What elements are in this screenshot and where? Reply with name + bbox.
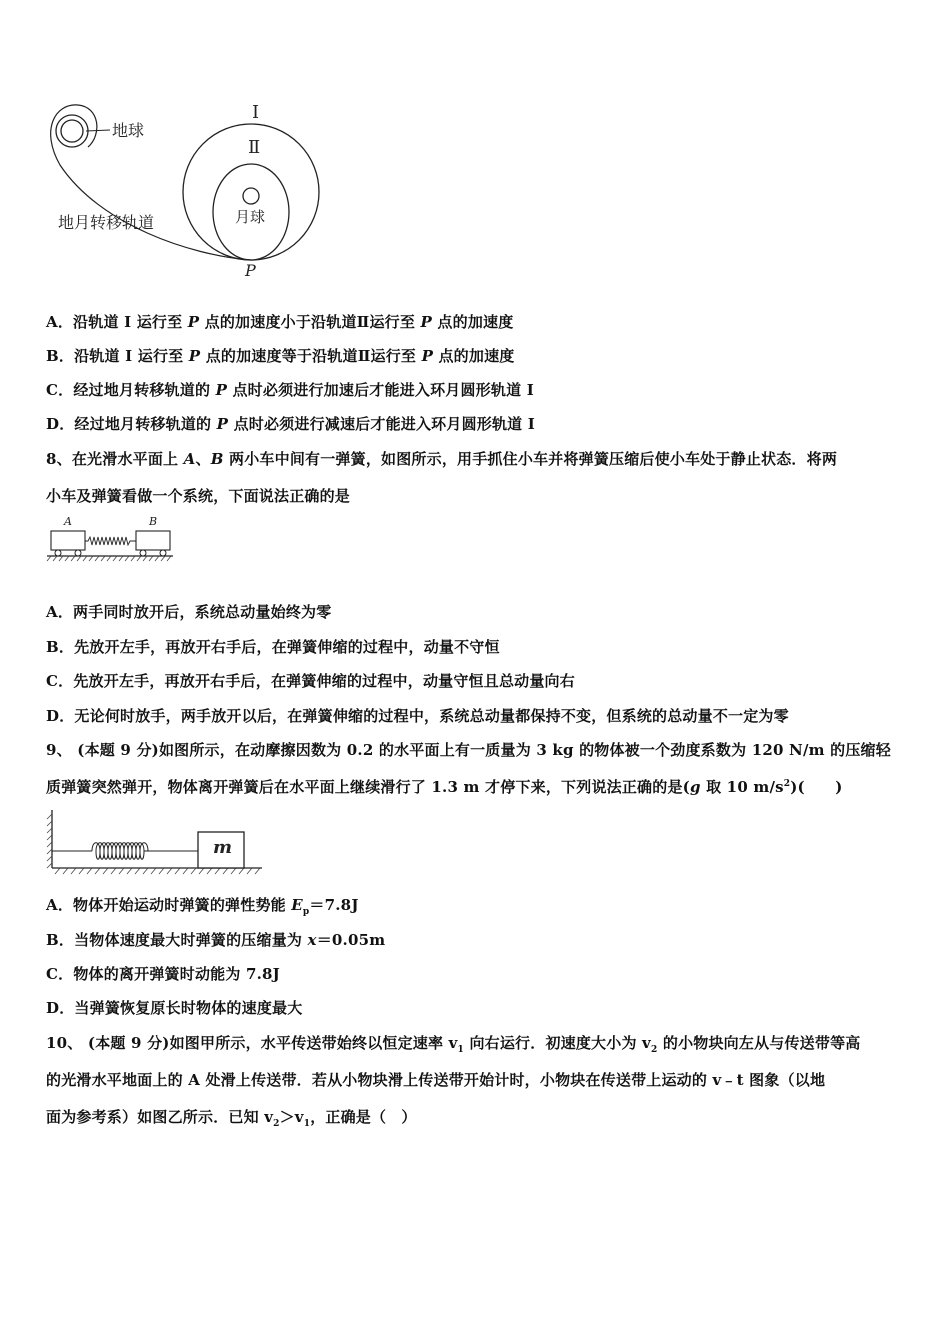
spring <box>85 537 136 545</box>
cart-a-body <box>51 531 85 550</box>
transfer-orbit-label: 地月转移轨道 <box>58 213 155 232</box>
option-letter: B． <box>46 347 75 365</box>
option-letter: D． <box>46 707 75 725</box>
q10-stem-line3: 面为参考系）如图乙所示．已知 $v_2>v_1$，正确是（ ） <box>46 1108 417 1129</box>
q7-option-c[interactable]: C．经过地月转移轨道的 P 点时必须进行加速后才能进入环月圆形轨道 I <box>46 381 534 399</box>
ground-hatch <box>47 556 171 561</box>
cart-a-wheel <box>55 550 61 556</box>
q10-stem-line1: 10、 (本题 9 分)如图甲所示，水平传送带始终以恒定速率 $v_1$ 向右运行．初速度大小为 $v_2$ 的小物块向左从与传送带等高 <box>46 1034 861 1055</box>
spring-block-diagram <box>44 806 268 878</box>
option-letter: A． <box>46 313 74 331</box>
option-letter: C． <box>46 381 74 399</box>
moon-label: 月球 <box>235 208 266 226</box>
option-letter: D． <box>46 999 75 1017</box>
option-letter: A． <box>46 603 74 621</box>
question-number: 9、 <box>46 741 72 759</box>
moon-circle <box>243 188 259 204</box>
option-letter: C． <box>46 965 74 983</box>
cart-a-wheel <box>75 550 81 556</box>
q8-option-c[interactable]: C．先放开左手，再放开右手后，在弹簧伸缩的过程中，动量守恒且总动量向右 <box>46 672 575 690</box>
coil-spring <box>92 843 148 860</box>
cart-b-label: B <box>149 515 158 528</box>
option-letter: B． <box>46 638 75 656</box>
earth-inner-circle <box>61 120 83 142</box>
q9-option-d[interactable]: D．当弹簧恢复原长时物体的速度最大 <box>46 999 303 1017</box>
q8-stem-line2: 小车及弹簧看做一个系统，下面说法正确的是 <box>46 487 351 505</box>
cart-b-wheel <box>160 550 166 556</box>
option-letter: A． <box>46 896 74 914</box>
orbit-2-label: Ⅱ <box>248 137 261 158</box>
mass-label: m <box>213 837 233 858</box>
orbit-diagram <box>40 95 340 295</box>
q7-option-a[interactable]: A．沿轨道 I 运行至 P 点的加速度小于沿轨道Ⅱ运行至 P 点的加速度 <box>46 313 514 331</box>
q7-option-b[interactable]: B．沿轨道 I 运行至 P 点的加速度等于沿轨道Ⅱ运行至 P 点的加速度 <box>46 347 515 365</box>
carts-figure <box>45 515 175 567</box>
q8-option-b[interactable]: B．先放开左手，再放开右手后，在弹簧伸缩的过程中，动量不守恒 <box>46 638 500 656</box>
spring-block-figure <box>44 806 268 878</box>
earth-pointer-line <box>86 130 110 131</box>
q8-option-d[interactable]: D．无论何时放手，两手放开以后，在弹簧伸缩的过程中，系统总动量都保持不变，但系统的总动量不一定为零 <box>46 707 789 725</box>
q7-option-d[interactable]: D．经过地月转移轨道的 P 点时必须进行减速后才能进入环月圆形轨道 I <box>46 415 536 433</box>
orbit-figure <box>40 95 340 295</box>
option-letter: B． <box>46 931 75 949</box>
cart-a-label: A <box>64 515 72 528</box>
cart-b-body <box>136 531 170 550</box>
question-number: 10、 <box>46 1034 83 1052</box>
q8-stem-line1: 8、在光滑水平面上 A、B 两小车中间有一弹簧，如图所示，用手抓住小车并将弹簧压缩后使小车处于静止状态．将两 <box>46 450 838 468</box>
question-number: 8、 <box>46 450 72 468</box>
transfer-trajectory <box>51 105 250 260</box>
q9-option-c[interactable]: C．物体的离开弹簧时动能为 7.8J <box>46 965 280 983</box>
wall-hatch <box>47 814 52 868</box>
orbit-1-label: Ⅰ <box>252 102 260 123</box>
q9-stem-line2: 质弹簧突然弹开，物体离开弹簧后在水平面上继续滑行了 1.3 m 才停下来，下列说法正确的是(g 取 10 $m/s^2$)( ) <box>46 778 843 796</box>
floor-hatch <box>55 868 260 874</box>
option-letter: C． <box>46 672 74 690</box>
q10-stem-line2: 的光滑水平地面上的 A 处滑上传送带．若从小物块滑上传送带开始计时，小物块在传送带上运动的 v﹣t 图象（以地 <box>46 1071 826 1089</box>
q8-option-a[interactable]: A．两手同时放开后，系统总动量始终为零 <box>46 603 332 621</box>
q9-stem-line1: 9、 (本题 9 分)如图所示，在动摩擦因数为 0.2 的水平面上有一质量为 3 kg 的物体被一个劲度系数为 120 N/m 的压缩轻 <box>46 741 891 759</box>
earth-label: 地球 <box>112 121 145 140</box>
q9-option-a[interactable]: A．物体开始运动时弹簧的弹性势能 $E_p=7.8J$ <box>46 896 359 917</box>
cart-b-wheel <box>140 550 146 556</box>
option-letter: D． <box>46 415 75 433</box>
point-p-label: P <box>245 261 256 280</box>
q9-option-b[interactable]: B．当物体速度最大时弹簧的压缩量为 x＝0.05m <box>46 931 386 949</box>
